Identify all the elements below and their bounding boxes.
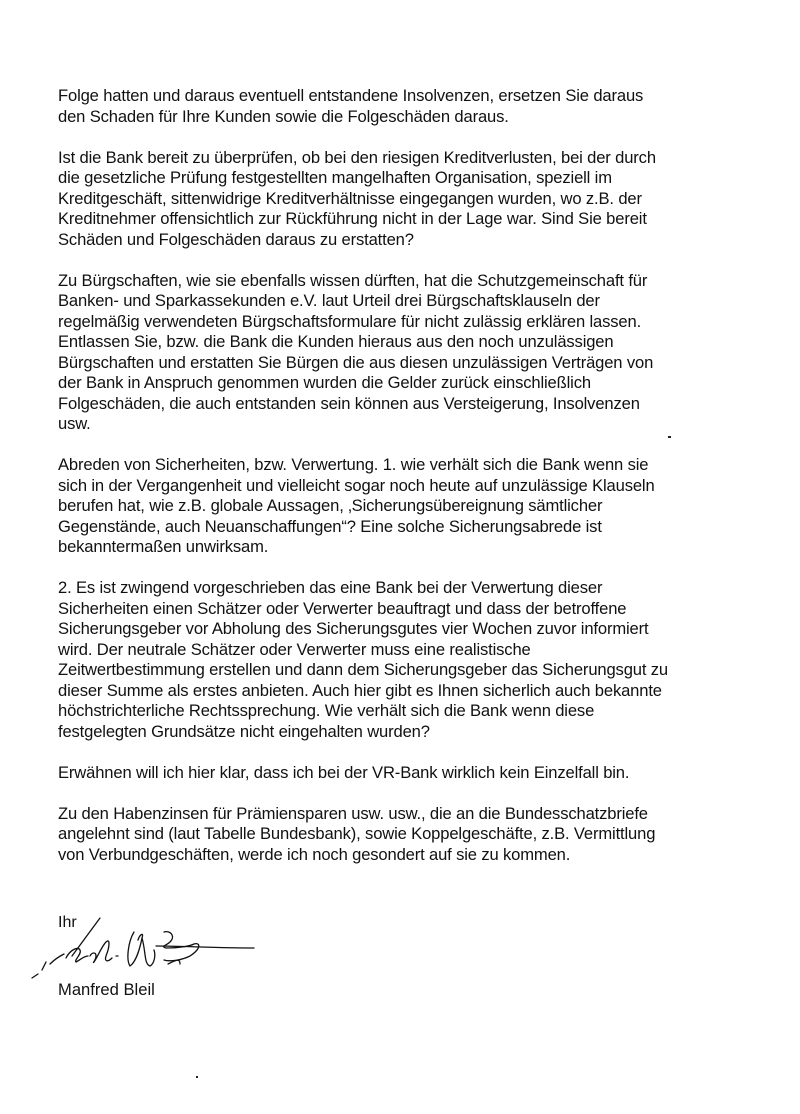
text-line: 2. Es ist zwingend vorgeschrieben das eine Bank bei der Verwertung dieser [58, 578, 603, 597]
text-line: Kreditnehmer offensichtlich zur Rückführung nicht in der Lage war. Sind Sie bereit [58, 209, 647, 228]
paragraph [58, 455, 778, 558]
scan-speck [668, 436, 671, 438]
text-line: Schäden und Folgeschäden daraus zu erstatten? [58, 229, 414, 249]
text-line: wird. Der neutrale Schätzer oder Verwerter muss eine realistische [58, 639, 531, 659]
text-line: angelehnt sind (laut Tabelle Bundesbank), sowie Koppelgeschäfte, z.B. Vermittlung [58, 824, 656, 843]
text-line: Folgeschäden, die auch entstanden sein können aus Versteigerung, Insolvenzen [58, 393, 640, 413]
letter-body [58, 86, 778, 886]
text-line: von Verbundgeschäften, werde ich noch gesondert auf sie zu kommen. [58, 844, 571, 864]
text-line: Folge hatten und daraus eventuell entstandene Insolvenzen, ersetzen Sie daraus [58, 86, 644, 105]
text-line: Kreditgeschäft, sittenwidrige Kreditverhältnisse eingegangen wurden, wo z.B. der [58, 188, 642, 208]
text-line: Sicherheiten einen Schätzer oder Verwerter beauftragt und dass der betroffene [58, 598, 627, 618]
text-line: Gegenstände, auch Neuanschaffungen“? Eine solche Sicherungsabrede ist [58, 516, 602, 536]
text-line: Sicherungsgeber vor Abholung des Sicherungsgutes vier Wochen zuvor informiert [58, 619, 649, 638]
scan-speck [196, 1076, 198, 1078]
text-line: Zeitwertbestimmung erstellen und dann dem Sicherungsgeber das Sicherungsgut zu [58, 660, 668, 679]
paragraph [58, 578, 778, 742]
paragraph [58, 804, 778, 866]
text-line: der Bank in Anspruch genommen wurden die Gelder zurück einschließlich [58, 373, 591, 392]
text-line: die gesetzliche Prüfung festgestellten mangelhaften Organisation, speziell im [58, 168, 612, 187]
text-line: Bürgschaften und erstatten Sie Bürgen die aus diesen unzulässigen Verträgen von [58, 352, 654, 372]
closing-salutation: Ihr [58, 914, 77, 931]
text-line: bekanntermaßen unwirksam. [58, 537, 269, 556]
text-line: Entlassen Sie, bzw. die Bank die Kunden hieraus aus den noch unzulässigen [58, 332, 614, 351]
text-line: den Schaden für Ihre Kunden sowie die Folgeschäden daraus. [58, 106, 509, 126]
text-line: höchstrichterliche Rechtssprechung. Wie verhält sich die Bank wenn diese [58, 701, 595, 720]
text-line: Zu den Habenzinsen für Prämiensparen usw. usw., die an die Bundesschatzbriefe [58, 803, 648, 823]
text-line: dieser Summe als erstes anbieten. Auch hier gibt es Ihnen sicherlich auch bekannte [58, 680, 662, 700]
text-line: Banken- und Sparkassekunden e.V. laut Urteil drei Bürgschaftsklauseln der [58, 291, 600, 310]
text-line: Erwähnen will ich hier klar, dass ich bei der VR-Bank wirklich kein Einzelfall bin. [58, 762, 630, 782]
text-line: sich in der Vergangenheit und vielleicht sogar noch heute auf unzulässige Klauseln [58, 475, 655, 495]
signature-icon [30, 912, 260, 982]
text-line: Abreden von Sicherheiten, bzw. Verwertung. 1. wie verhält sich die Bank wenn sie [58, 455, 649, 474]
paragraph [58, 148, 778, 251]
signer-name: Manfred Bleil [58, 980, 155, 999]
text-line: festgelegten Grundsätze nicht eingehalten wurden? [58, 721, 430, 741]
paragraph [58, 271, 778, 435]
text-line: berufen hat, wie z.B. globale Aussagen, ‚Sicherungsübereignung sämtlicher [58, 496, 603, 515]
text-line: usw. [58, 414, 91, 433]
text-line: Ist die Bank bereit zu überprüfen, ob bei den riesigen Kreditverlusten, bei der durch [58, 147, 656, 167]
paragraph [58, 763, 778, 784]
text-line: Zu Bürgschaften, wie sie ebenfalls wissen dürften, hat die Schutzgemeinschaft für [58, 270, 648, 290]
text-line: regelmäßig verwendeten Bürgschaftsformulare für nicht zulässig erklären lassen. [58, 311, 642, 331]
paragraph [58, 86, 778, 127]
